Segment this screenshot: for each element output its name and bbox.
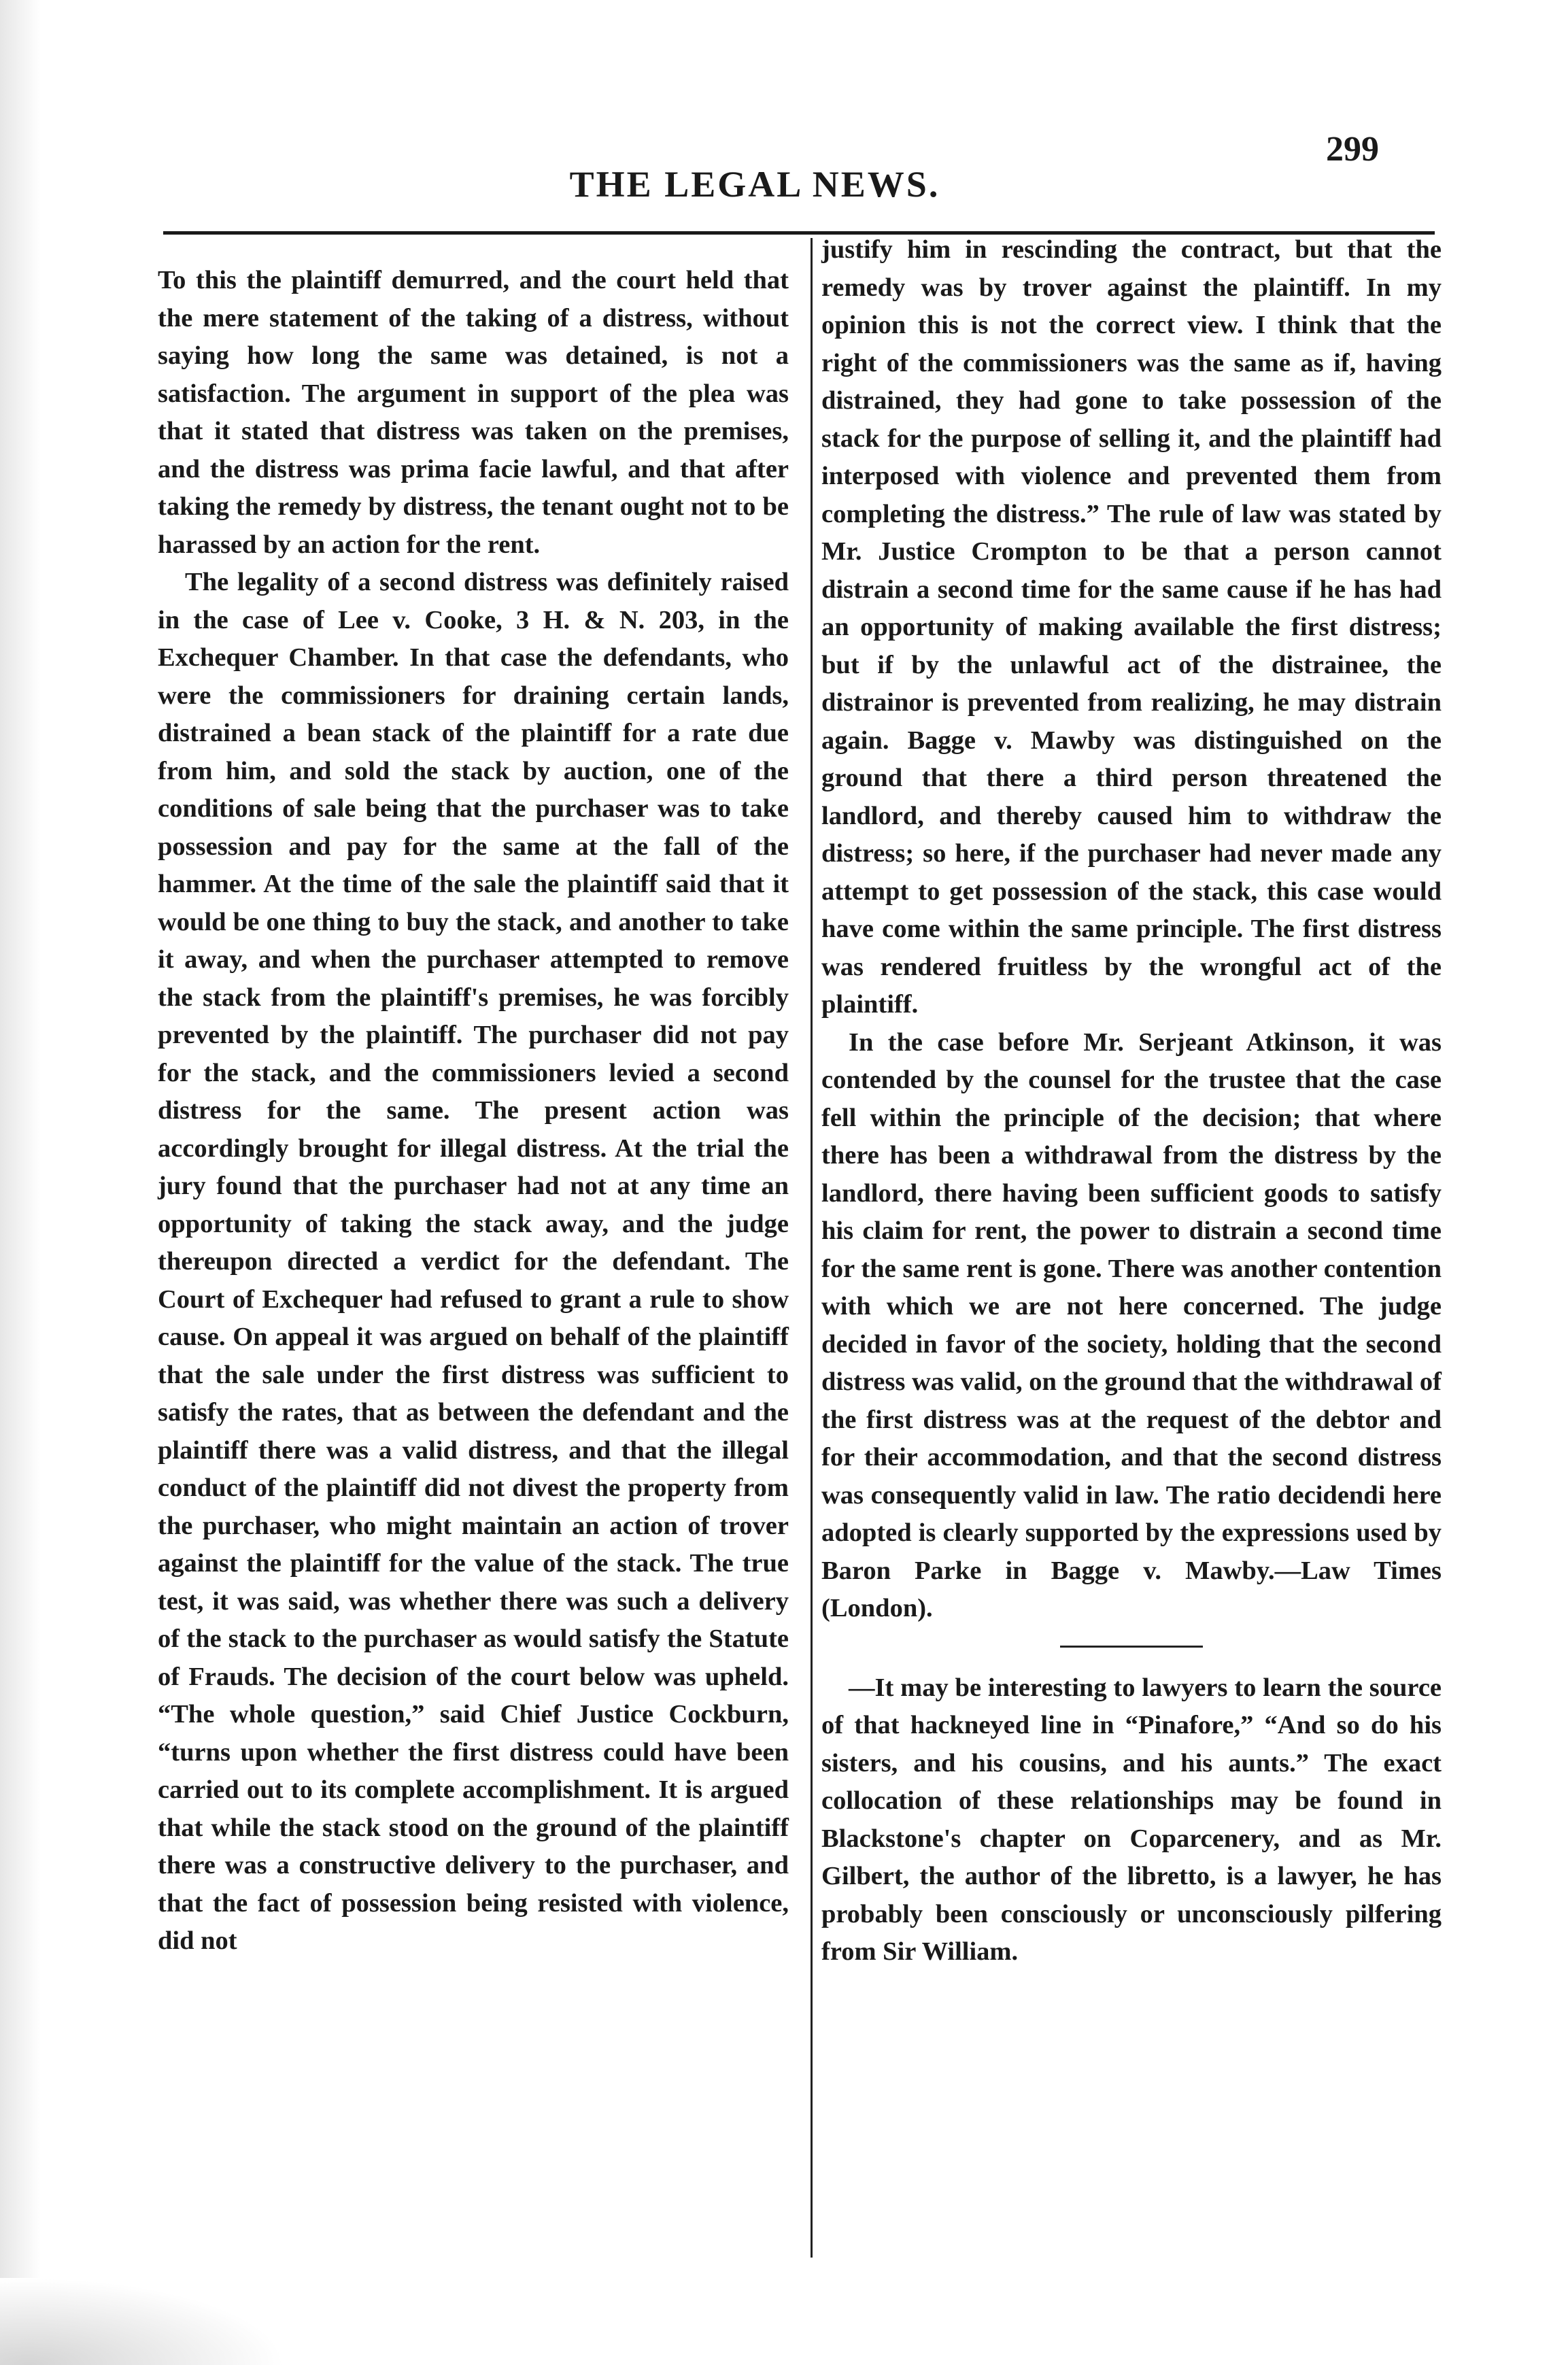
right-paragraph-2: In the case before Mr. Serjeant Atkinson, it was contended by the counsel for the trustee that the case fell within the principle of the decision; that where there has been a withdrawal from the distress by the landlord, there having been sufficient goods to satisfy his claim for rent, the power to distrain a second time for the same rent is gone. There was another contention with which we are not here concerned. The judge decided in favor of the society, holding that the second distress was valid, on the ground that the withdrawal of the first distress was at the request of the debtor and for their accommodation, and that the second distress was consequently valid in law. The ratio decidendi here adopted is clearly supported by the expressions used by Baron Parke in Bagge v. Mawby.—Law Times (London). — [821, 1027, 1442, 1622]
article-separator — [1060, 1646, 1203, 1648]
column-divider — [811, 238, 813, 2258]
page-number: 299 — [1326, 130, 1379, 169]
right-paragraph-3: —It may be interesting to lawyers to learn the source of that hackneyed line in “Pinafore,” “And so do his sisters, and his cousins, and his aunts.” The exact collocation of these relationships may be found in Blackstone's chapter on Coparcenery, and as Mr. Gilbert, the author of the libretto, is a lawyer, he has probably been consciously or unconsciously pilfering from Sir William. — [821, 1673, 1442, 1966]
right-paragraph-1: justify him in rescinding the contract, but that the remedy was by trover against the plaintiff. In my opinion this is not the correct view. I think that the right of the commissioners was the same as if, having distrained, they had gone to take possession of the stack for the purpose of selling it, and the plaintiff had interposed with violence and prevented them from completing the distress.” The rule of law was stated by Mr. Justice Crompton to be that a person cannot distrain a second time for the same cause if he has had an opportunity of making available the first distress; but if by the unlawful act of the distrainee, the distrainor is prevented from realizing, he may distrain again. Bagge v. Mawby was distinguished on the ground that there a third person threatened the landlord, and thereby caused him to withdraw the distress; so here, if the purchaser had never made any attempt to get possession of the stack, this case would have come within the same principle. The first distress was rendered fruitless by the wrongful act of the plaintiff. — [821, 235, 1442, 1019]
left-paragraph-2: The legality of a second distress was definitely raised in the case of Lee v. Cooke, 3 H. & N. 203, in the Exchequer Chamber. In that case the defendants, who were the commissioners for draining certain lands, distrained a bean stack of the plaintiff for a rate due from him, and sold the stack by auction, one of the conditions of sale being that the purchaser was to take possession and pay for the same at the fall of the hammer. At the time of the sale the plaintiff said that it would be one thing to buy the stack, and another to take it away, and when the purchaser attempted to remove the stack from the plaintiff's premises, he was forcibly prevented by the plaintiff. The purchaser did not pay for the stack, and the commissioners levied a second distress for the same. The present action was accordingly brought for illegal distress. At the trial the jury found that the purchaser had not at any time an opportunity of taking the stack away, and the judge thereupon directed a verdict for the defendant. The Court of Exchequer had refused to grant a rule to show cause. On appeal it was argued on behalf of the plaintiff that the sale under the first distress was sufficient to satisfy the rates, that as between the defendant and the plaintiff there was a valid distress, and that the illegal conduct of the plaintiff did not divest the property from the purchaser, who might maintain an action of trover against the plaintiff for the value of the stack. The true test, it was said, was whether there was such a delivery of the stack to the purchaser as would satisfy the Statute of Frauds. The decision of the court below was upheld. “The whole question,” said Chief Justice Cockburn, “turns upon whether the first distress could have been carried out to its complete accomplishment. It is argued that while the stack stood on the ground of the plaintiff there was a constructive delivery to the purchaser, and that the fact of possession being resisted with violence, did not — [158, 568, 789, 1955]
running-header-title: THE LEGAL NEWS. — [569, 164, 940, 205]
page-edge-shadow — [0, 0, 41, 2365]
left-column — [158, 262, 789, 1960]
page-corner-stain — [0, 2278, 286, 2365]
right-column — [821, 231, 1442, 1971]
left-paragraph-1: To this the plaintiff demurred, and the court held that the mere statement of the taking of a distress, without saying how long the same was detained, is not a satisfaction. The argument in support of the plea was that it stated that distress was taken on the premises, and the distress was prima facie lawful, and that after taking the remedy by distress, the tenant ought not to be harassed by an action for the rent. — [158, 266, 789, 559]
